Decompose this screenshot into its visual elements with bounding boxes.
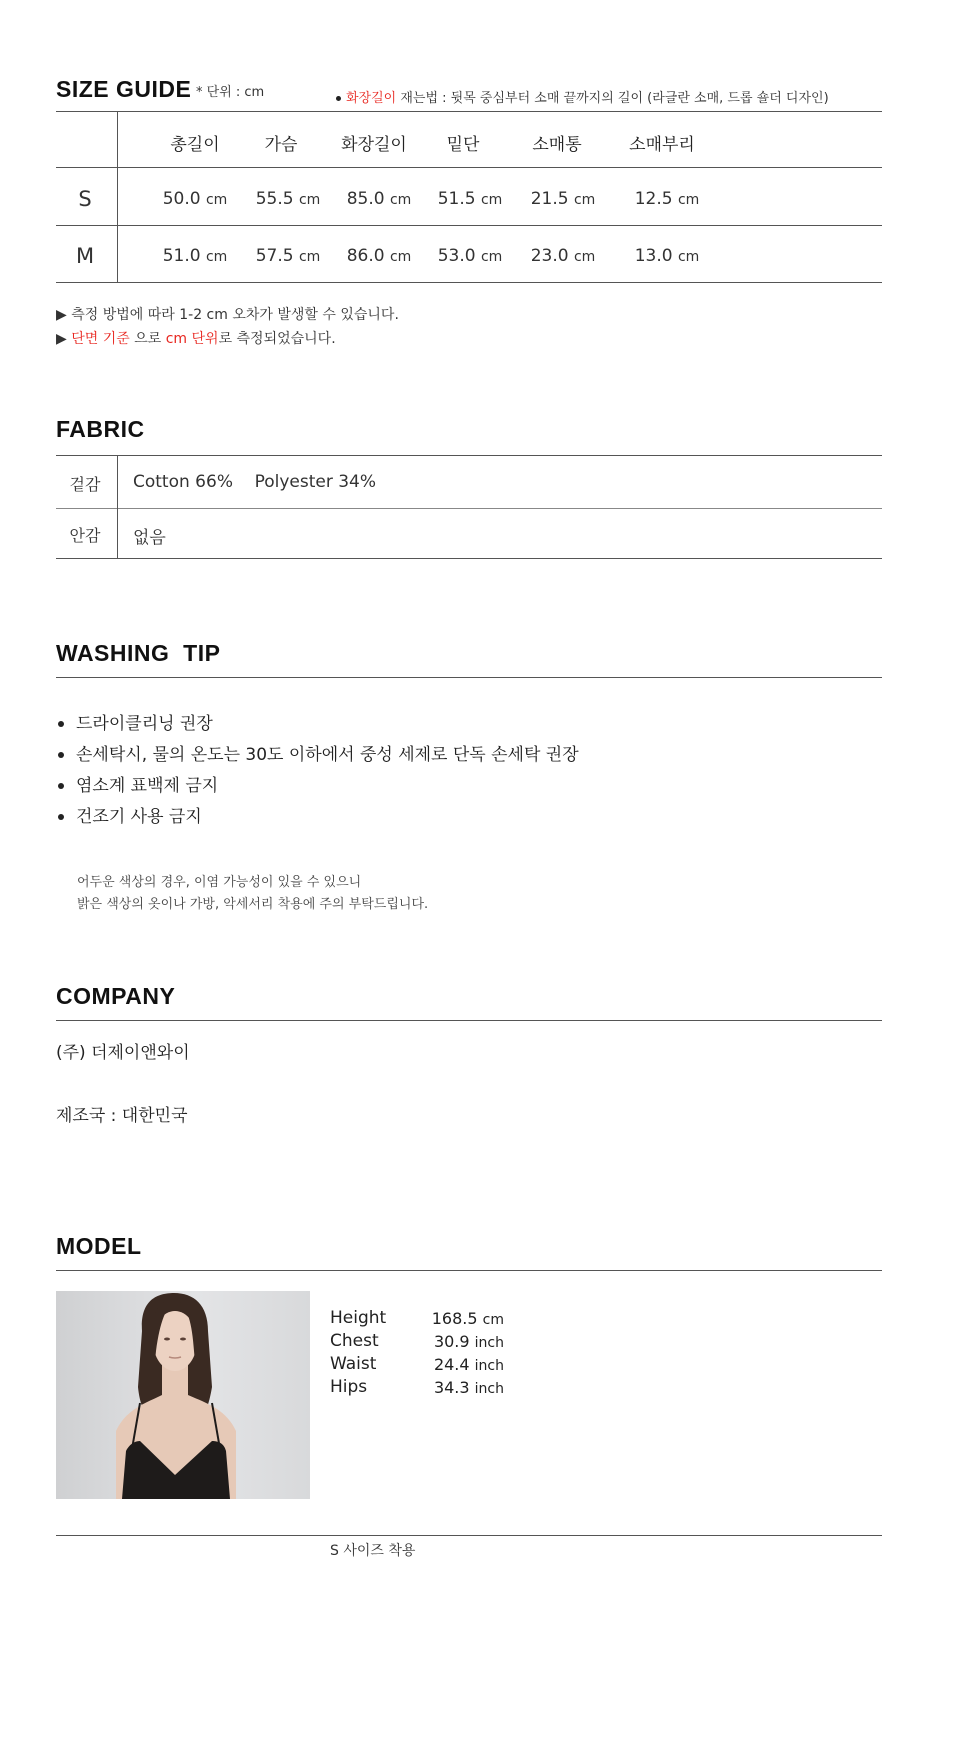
company-name: (주) 더제이앤와이 bbox=[56, 1043, 190, 1063]
washing-note-2: 밝은 색상의 옷이나 가방, 악세서리 착용에 주의 부탁드립니다. bbox=[77, 897, 429, 912]
washing-title: WASHING TIP bbox=[56, 640, 221, 666]
table-cell: 51.0 cm bbox=[162, 246, 228, 266]
model-title: MODEL bbox=[56, 1233, 142, 1259]
fit-size-note: S 사이즈 착용 bbox=[330, 1543, 416, 1559]
size-table-row-rule bbox=[56, 225, 882, 226]
company-title: COMPANY bbox=[56, 983, 176, 1009]
table-cell: 53.0 cm bbox=[437, 246, 503, 266]
measure-note-text: 재는법 : 뒷목 중심부터 소매 끝까지의 길이 (라글란 소매, 드롭 숄더 디자인) bbox=[396, 91, 829, 106]
model-hips-label: Hips bbox=[330, 1377, 368, 1397]
size-note-2: ▶ 단면 기준 으로 cm 단위로 측정되었습니다. bbox=[56, 331, 336, 347]
size-label-m: M bbox=[75, 244, 95, 268]
size-table-header-rule bbox=[56, 167, 882, 168]
fabric-top-rule bbox=[56, 455, 882, 456]
washing-note-1: 어두운 색상의 경우, 이염 가능성이 있을 수 있으니 bbox=[77, 875, 362, 890]
model-waist-label: Waist bbox=[330, 1354, 377, 1374]
list-item: 염소계 표백제 금지 bbox=[56, 771, 218, 796]
table-cell: 55.5 cm bbox=[255, 189, 321, 209]
bullet-dot-icon bbox=[336, 96, 341, 101]
table-cell: 50.0 cm bbox=[162, 189, 228, 209]
header-cuff: 소매부리 bbox=[629, 135, 695, 155]
header-hem: 밑단 bbox=[446, 135, 480, 155]
table-cell: 86.0 cm bbox=[346, 246, 412, 266]
table-cell: 21.5 cm bbox=[530, 189, 596, 209]
note-red-basis: 단면 기준 bbox=[71, 331, 130, 347]
bullet-dot-icon bbox=[58, 814, 64, 820]
washing-rule bbox=[56, 677, 882, 678]
size-label-s: S bbox=[78, 187, 92, 211]
list-item: 건조기 사용 금지 bbox=[56, 802, 202, 827]
header-sleeve-length: 화장길이 bbox=[341, 135, 407, 155]
fabric-lining-value: 없음 bbox=[133, 528, 166, 548]
header-chest: 가슴 bbox=[264, 135, 298, 155]
unit-note: * 단위 : cm bbox=[196, 85, 265, 100]
header-sleeve-width: 소매통 bbox=[532, 135, 582, 155]
country-of-origin: 제조국 : 대한민국 bbox=[56, 1106, 188, 1126]
fabric-bottom-rule bbox=[56, 558, 882, 559]
model-rule bbox=[56, 1270, 882, 1271]
measure-note-highlight: 화장길이 bbox=[346, 91, 397, 106]
size-table-top-rule bbox=[56, 111, 882, 112]
size-note-1: ▶ 측정 방법에 따라 1-2 cm 오차가 발생할 수 있습니다. bbox=[56, 307, 399, 323]
fabric-divider bbox=[117, 455, 118, 558]
model-chest-value: 30.9 inch bbox=[433, 1332, 504, 1351]
fabric-outer-value: Cotton 66% Polyester 34% bbox=[133, 472, 377, 492]
fabric-title: FABRIC bbox=[56, 416, 145, 442]
header-total-length: 총길이 bbox=[170, 135, 220, 155]
size-guide-title: SIZE GUIDE bbox=[56, 76, 192, 102]
model-waist-value: 24.4 inch bbox=[433, 1355, 504, 1374]
table-cell: 13.0 cm bbox=[634, 246, 700, 266]
list-item: 손세탁시, 물의 온도는 30도 이하에서 중성 세제로 단독 손세탁 권장 bbox=[56, 740, 579, 765]
fabric-mid-rule bbox=[56, 508, 882, 509]
model-photo bbox=[56, 1291, 310, 1499]
model-chest-label: Chest bbox=[330, 1331, 379, 1351]
model-hips-value: 34.3 inch bbox=[433, 1378, 504, 1397]
company-rule bbox=[56, 1020, 882, 1021]
table-cell: 51.5 cm bbox=[437, 189, 503, 209]
model-bottom-rule bbox=[56, 1535, 882, 1536]
bullet-dot-icon bbox=[58, 752, 64, 758]
table-cell: 85.0 cm bbox=[346, 189, 412, 209]
list-item: 드라이클리닝 권장 bbox=[56, 709, 213, 734]
note-red-unit: cm 단위 bbox=[165, 331, 219, 347]
fabric-lining-label: 안감 bbox=[69, 526, 101, 545]
bullet-dot-icon bbox=[58, 721, 64, 727]
size-table-divider bbox=[117, 111, 118, 282]
bullet-dot-icon bbox=[58, 783, 64, 789]
model-height-label: Height bbox=[330, 1308, 387, 1328]
model-photo-icon bbox=[56, 1291, 310, 1499]
table-cell: 57.5 cm bbox=[255, 246, 321, 266]
fabric-outer-label: 겉감 bbox=[69, 475, 101, 494]
model-height-value: 168.5 cm bbox=[431, 1309, 504, 1328]
size-table-bottom-rule bbox=[56, 282, 882, 283]
table-cell: 12.5 cm bbox=[634, 189, 700, 209]
measure-note bbox=[336, 87, 829, 106]
table-cell: 23.0 cm bbox=[530, 246, 596, 266]
